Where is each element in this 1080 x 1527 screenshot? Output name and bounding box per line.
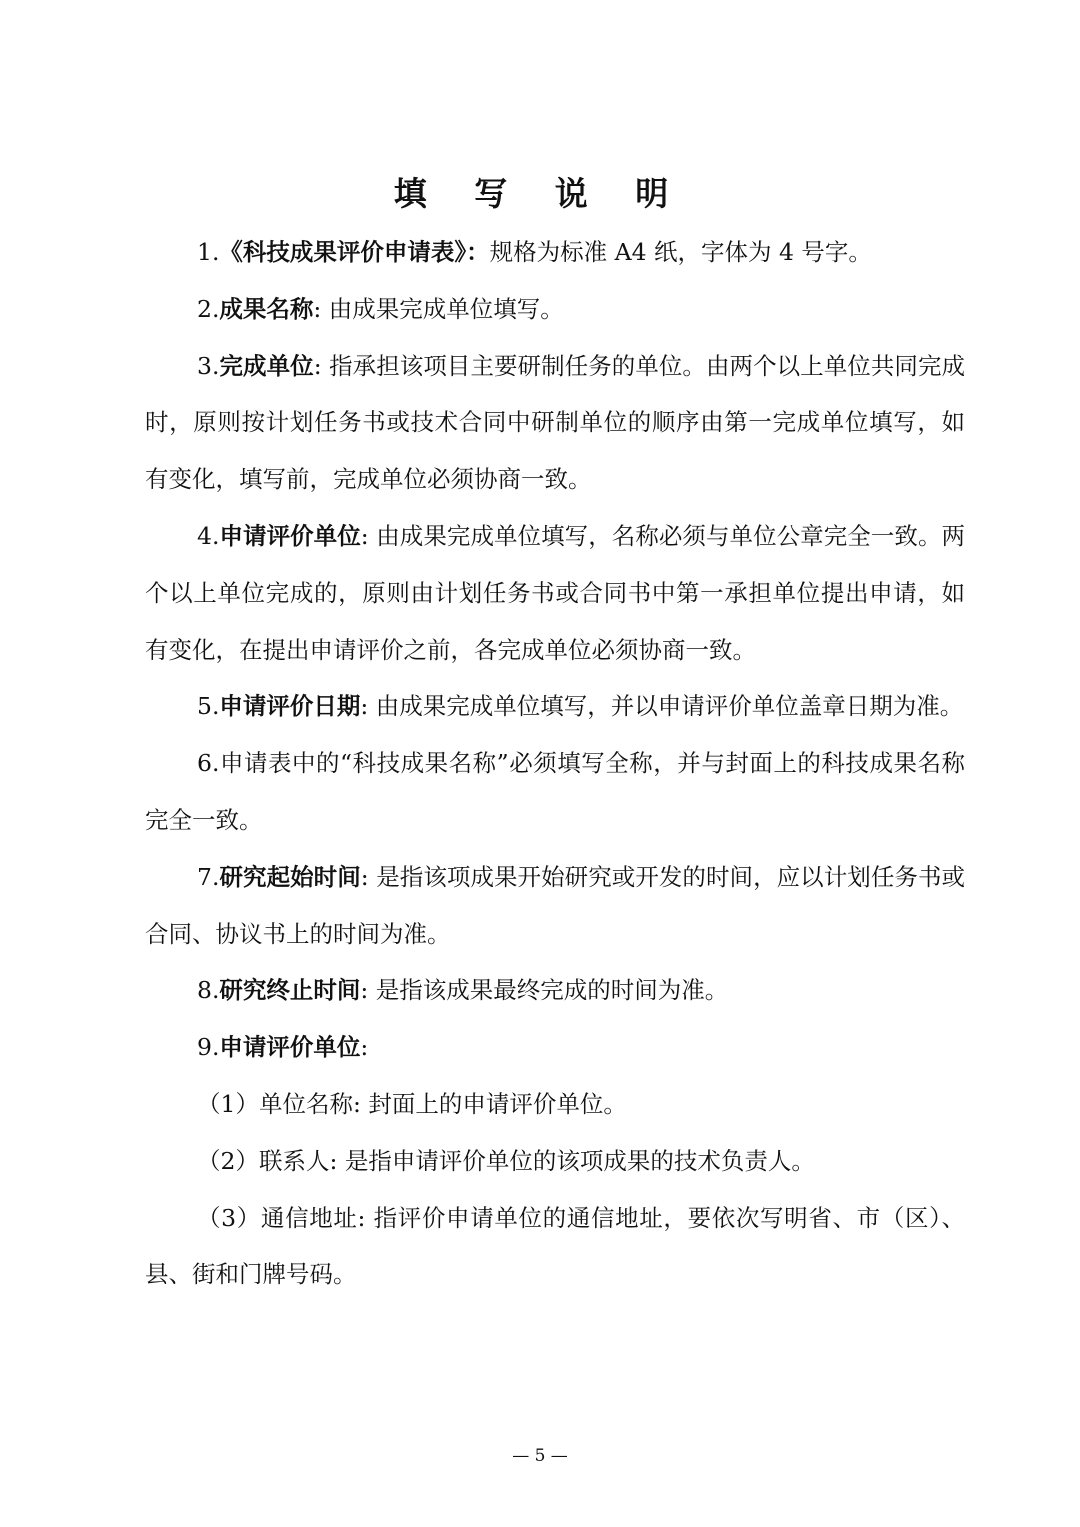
- instruction-item-8: [145, 962, 965, 1019]
- item-text: 申请表中的“科技成果名称”必须填写全称，并与封面上的科技成果名称完全一致。: [145, 749, 965, 834]
- subitem-text: 通信地址: 指评价申请单位的通信地址，要依次写明省、市（区）、县、街和门牌号码。: [145, 1203, 966, 1289]
- page-title: 填 写 说 明: [393, 174, 687, 213]
- item-label: 成果名称: [219, 294, 314, 323]
- item-text: : 由成果完成单位填写，并以申请评价单位盖章日期为准。: [360, 692, 964, 721]
- item-text: : 是指该成果最终完成的时间为准。: [360, 976, 729, 1005]
- instruction-item-7: [145, 849, 965, 963]
- item-number: 7.: [197, 862, 220, 891]
- instruction-item-4: [145, 508, 965, 678]
- subitem-text: 单位名称: 封面上的申请评价单位。: [258, 1089, 627, 1118]
- subitem-number: （3）: [197, 1203, 261, 1232]
- instruction-item-2: [145, 281, 965, 338]
- subitem-number: （1）: [197, 1089, 259, 1118]
- page-number: — 5 —: [512, 1446, 568, 1466]
- item-text: 规格为标准 A4 纸，字体为 4 号字。: [489, 238, 872, 266]
- item-text: : 由成果完成单位填写，名称必须与单位公章完全一致。两个以上单位完成的，原则由计划任务书或合同书中第一承担单位提出申请，如有变化，在提出申请评价之前，各完成单位必须协商一致。: [145, 521, 966, 664]
- item-label: 申请评价单位: [219, 521, 361, 550]
- item-number: 2.: [197, 294, 220, 323]
- item-text: : 由成果完成单位填写。: [313, 294, 564, 323]
- item-label: 完成单位: [219, 351, 314, 380]
- instruction-item-9: [145, 1019, 965, 1076]
- item-label: 申请评价日期: [219, 692, 361, 721]
- instruction-subitem-2: [145, 1133, 965, 1190]
- item-label: 申请评价单位: [219, 1033, 361, 1062]
- instruction-item-1: [145, 224, 965, 281]
- subitem-text: 联系人: 是指申请评价单位的该项成果的技术负责人。: [258, 1146, 815, 1175]
- item-number: 1.: [197, 238, 220, 266]
- item-text: :: [360, 1033, 369, 1062]
- instruction-subitem-3: [145, 1190, 965, 1304]
- item-text: : 指承担该项目主要研制任务的单位。由两个以上单位共同完成时，原则按计划任务书或技术合同中研制单位的顺序由第一完成单位填写，如有变化，填写前，完成单位必须协商一致。: [145, 351, 965, 494]
- subitem-number: （2）: [197, 1146, 259, 1175]
- item-label: 《科技成果评价申请表》：: [219, 238, 490, 266]
- item-text: : 是指该项成果开始研究或开发的时间，应以计划任务书或合同、协议书上的时间为准。: [145, 862, 966, 948]
- item-number: 4.: [197, 521, 220, 550]
- instruction-item-6: [145, 735, 965, 849]
- instruction-item-5: [145, 678, 965, 735]
- item-number: 6.: [197, 749, 220, 778]
- item-number: 8.: [197, 976, 220, 1005]
- item-label: 研究终止时间: [219, 976, 361, 1005]
- item-number: 3.: [197, 351, 220, 380]
- item-label: 研究起始时间: [219, 862, 361, 891]
- instruction-item-3: [145, 338, 965, 508]
- instruction-subitem-1: [145, 1076, 965, 1133]
- instructions-body: [145, 224, 965, 1303]
- item-number: 5.: [197, 692, 220, 721]
- item-number: 9.: [197, 1033, 220, 1062]
